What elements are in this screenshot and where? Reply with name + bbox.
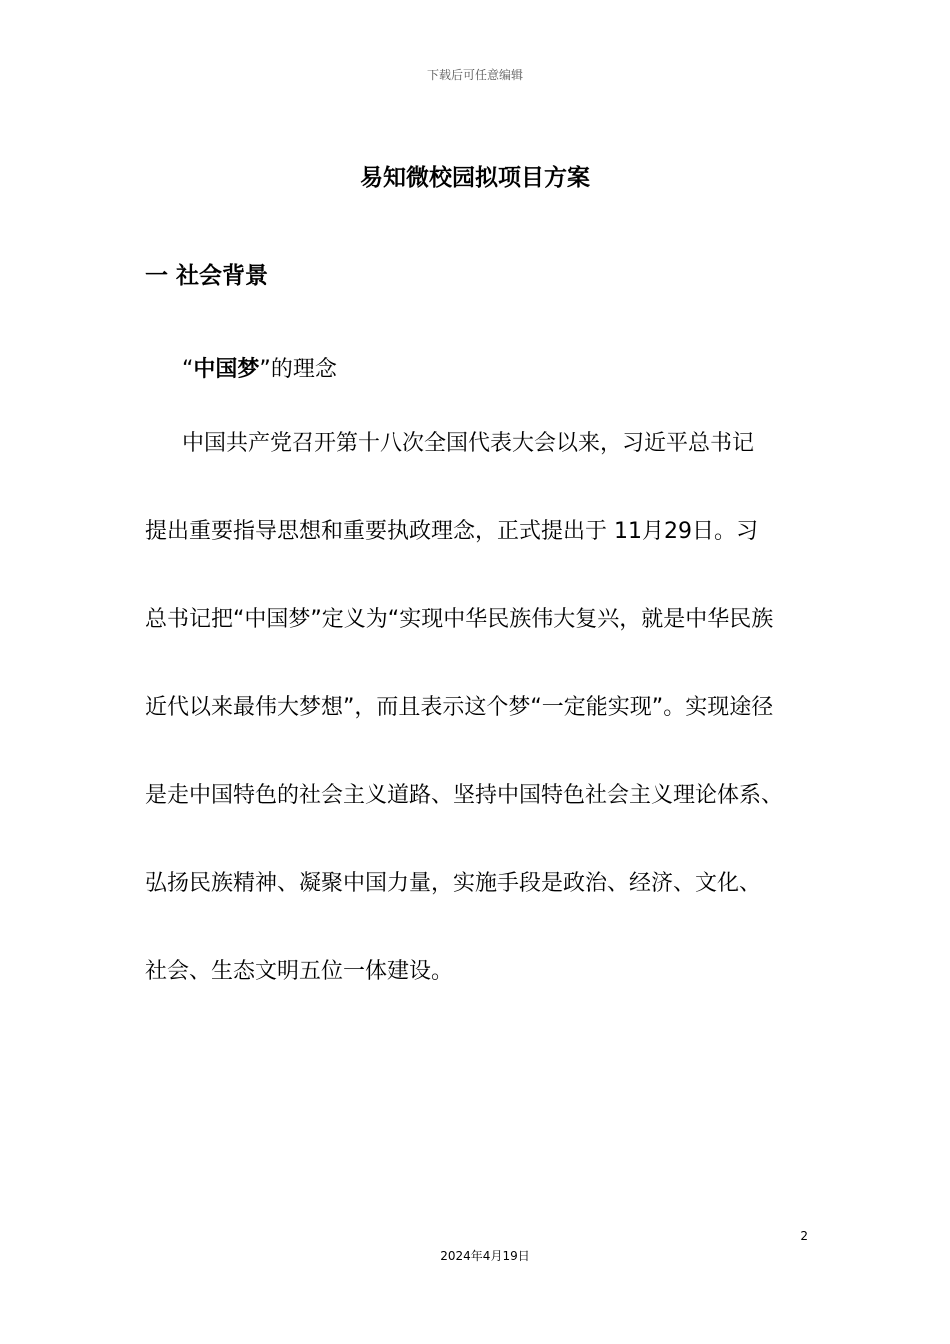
page-number: 2	[800, 1229, 808, 1243]
paragraph-line: 弘扬民族精神、凝聚中国力量，实施手段是政治、经济、文化、	[145, 871, 762, 896]
paragraph-line: 提出重要指导思想和重要执政理念，正式提出于 11月29日。习	[145, 519, 758, 544]
subheading-quote-close: ”	[259, 357, 271, 382]
subheading-quote-open: “	[182, 357, 194, 382]
subheading-bold-text: 中国梦	[193, 357, 260, 382]
footer-date: 2024年4月19日	[440, 1249, 530, 1263]
paragraph-line: 是走中国特色的社会主义道路、坚持中国特色社会主义理论体系、	[145, 783, 784, 808]
subheading	[182, 352, 337, 388]
paragraph-line: 近代以来最伟大梦想”，而且表示这个梦“一定能实现”。实现途径	[145, 695, 774, 720]
document-title: 易知微校园拟项目方案	[360, 165, 590, 191]
paragraph-line: 社会、生态文明五位一体建设。	[145, 959, 454, 984]
body-paragraph	[145, 420, 805, 1036]
paragraph-line: 总书记把“中国梦”定义为“实现中华民族伟大复兴，就是中华民族	[145, 607, 774, 632]
subheading-rest: 的理念	[270, 357, 337, 382]
paragraph-line: 中国共产党召开第十八次全国代表大会以来，习近平总书记	[182, 431, 755, 456]
header-note: 下载后可任意编辑	[426, 68, 523, 82]
section-heading: 一 社会背景	[145, 263, 269, 289]
